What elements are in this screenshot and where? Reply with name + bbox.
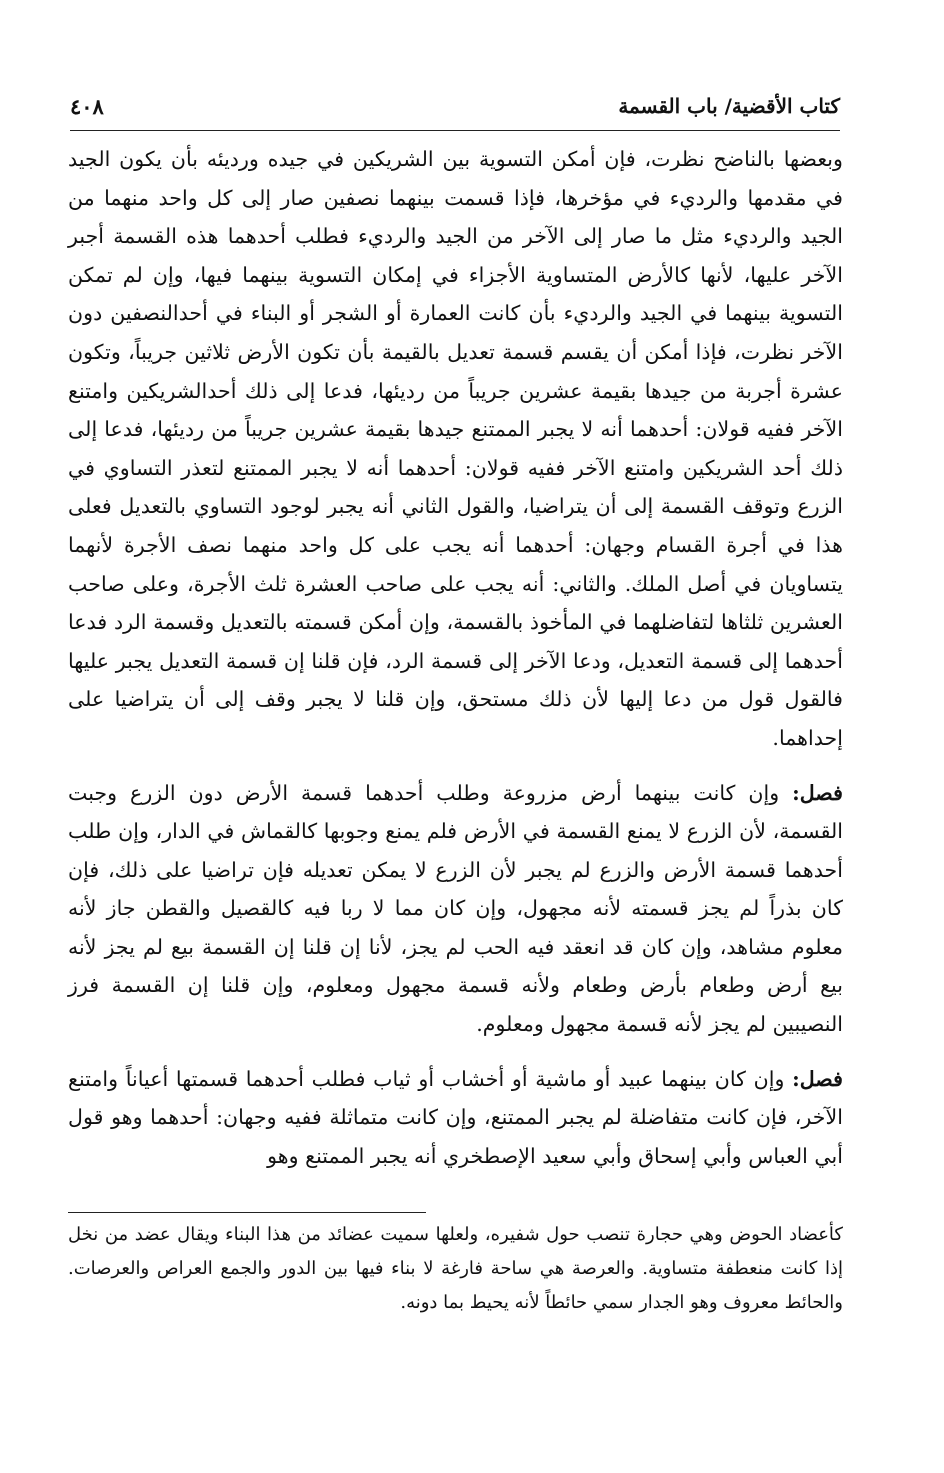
paragraph (68, 774, 843, 1044)
paragraph (68, 1060, 843, 1176)
footnotes (68, 1218, 843, 1320)
running-header (70, 94, 840, 131)
section-marker: فصل: (792, 780, 843, 805)
main-text (68, 140, 843, 1175)
section-marker: فصل: (792, 1066, 843, 1091)
footnote-divider (68, 1212, 426, 1213)
paragraph-text: وبعضها بالناضح نظرت، فإن أمكن التسوية بين الشريكين في جيده ورديئه بأن يكون الجيد في مقدمها والرديء في مؤخرها، فإذا قسمت بينهما نصفين صار إلى كل واحد منهما من الجيد والرديء مثل ما صار إلى الآخر من الجيد والرديء فطلب أحدهما هذه القسمة أجبر الآخر عليها، لأنها كالأرض المتساوية الأجزاء في إمكان التسوية بينهما فيها، وإن لم تمكن التسوية بينهما في الجيد والرديء بأن كانت العمارة أو الشجر أو البناء في أحدالنصفين دون الآخر نظرت، فإذا أمكن أن يقسم قسمة تعديل بالقيمة بأن تكون الأرض ثلاثين جريباً، وتكون عشرة أجربة من جيدها بقيمة عشرين جريباً من رديئها، فدعا إلى ذلك أحدالشريكين وامتنع الآخر ففيه قولان: أحدهما أنه لا يجبر الممتنع جيدها بقيمة عشرين جريباً من رديئها، فدعا إلى ذلك أحد الشريكين وامتنع الآخر ففيه قولان: أحدهما أنه لا يجبر الممتنع لتعذر التساوي في الزرع وتوقف القسمة إلى أن يتراضيا، والقول الثاني أنه يجبر لوجود التساوي بالتعديل فعلى هذا في أجرة القسام وجهان: أحدهما أنه يجب على كل واحد منهما نصف الأجرة لأنهما يتساويان في أصل الملك. والثاني: أنه يجب على صاحب العشرة ثلث الأجرة، وعلى صاحب العشرين ثلثاها لتفاضلهما في المأخوذ بالقسمة، وإن أمكن قسمته بالتعديل وقسمة الرد فدعا أحدهما إلى قسمة التعديل، ودعا الآخر إلى قسمة الرد، فإن قلنا إن قسمة التعديل يجبر عليها فالقول قول من دعا إليها لأن ذلك مستحق، وإن قلنا لا يجبر وقف إلى أن يتراضيا على إحداهما. (68, 147, 843, 750)
paragraph (68, 140, 843, 758)
page-number: ٤٠٨ (70, 94, 104, 119)
footnote-text: كأعضاد الحوض وهي حجارة تنصب حول شفيره، ولعلها سميت عضائد من هذا البناء ويقال عضد من نخل إذا كانت منعطفة متساوية. والعرصة هي ساحة فارغة لا بناء فيها بين الدور والجمع العراص والعرصات. والحائط معروف وهو الجدار سمي حائطاً لأنه يحيط بما دونه. (68, 1224, 843, 1313)
paragraph-text: وإن كان بينهما عبيد أو ماشية أو أخشاب أو ثياب فطلب أحدهما قسمتها أعياناً وامتنع الآخر، فإن كانت متفاضلة لم يجبر الممتنع، وإن كانت متماثلة ففيه وجهان: أحدهما وهو قول أبي العباس وأبي إسحاق وأبي سعيد الإصطخري أنه يجبر الممتنع وهو (68, 1066, 843, 1168)
paragraph-text: وإن كانت بينهما أرض مزروعة وطلب أحدهما قسمة الأرض دون الزرع وجبت القسمة، لأن الزرع لا يمنع القسمة في الأرض فلم يمنع وجوبها كالقماش في الدار، وإن طلب أحدهما قسمة الأرض والزرع لم يجبر لأن الزرع لا يمكن تعديله فإن تراضيا على ذلك، فإن كان بذراً لم يجز قسمته لأنه مجهول، وإن كان مما لا ربا فيه كالقصيل والقطن جاز لأنه معلوم مشاهد، وإن كان قد انعقد فيه الحب لم يجز، لأنا إن قلنا إن القسمة بيع لم يجز لأنه بيع أرض وطعام بأرض وطعام ولأنه قسمة مجهول ومعلوم، وإن قلنا إن القسمة فرز النصيبين لم يجز لأنه قسمة مجهول ومعلوم. (68, 780, 843, 1037)
running-title: كتاب الأقضية/ باب القسمة (618, 94, 840, 118)
